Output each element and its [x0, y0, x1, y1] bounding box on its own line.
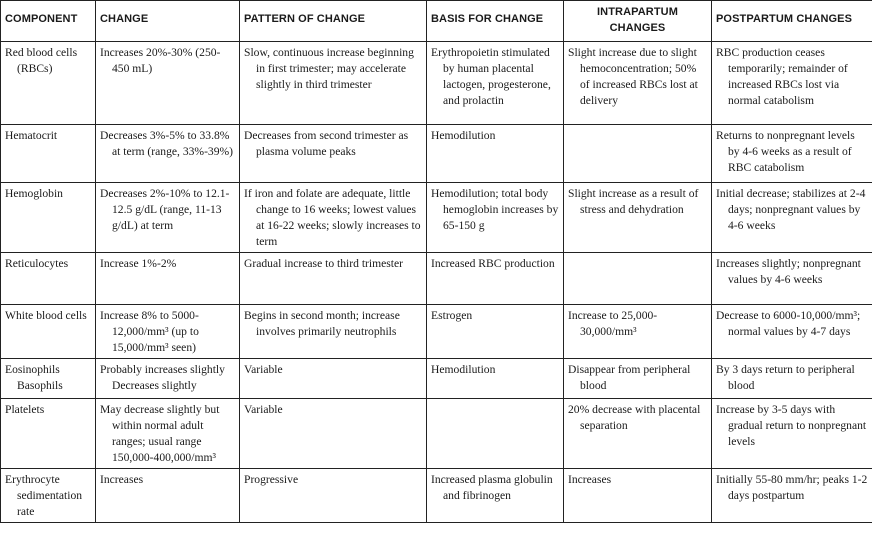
cell-text: Hemodilution: [431, 363, 496, 376]
cell-text: Increases 20%-30% (250-450 mL): [100, 46, 221, 75]
cell-text: Increase to 25,000-30,000/mm³: [568, 309, 658, 338]
cell-text: May decrease slightly but within normal adult ranges; usual range 150,000-400,000/mm³: [100, 403, 220, 464]
cell-basis: [427, 399, 564, 469]
cell-intrapartum: [564, 305, 712, 359]
cell-text: Begins in second month; increase involves primarily neutrophils: [244, 309, 400, 338]
cell-basis: [427, 469, 564, 523]
cell-basis: [427, 42, 564, 125]
cell-component: [1, 305, 96, 359]
cell-text: By 3 days return to peripheral blood: [716, 363, 855, 392]
cell-change: [96, 359, 240, 399]
cell-text: Disappear from peripheral blood: [568, 363, 691, 392]
table-row: [1, 469, 872, 523]
cell-text: Increase by 3-5 days with gradual return to nonpregnant levels: [716, 403, 867, 448]
cell-text: Erythrocyte sedimentation rate: [5, 473, 83, 518]
cell-intrapartum: [564, 469, 712, 523]
table-row: [1, 183, 872, 253]
cell-component: [1, 359, 96, 399]
cell-text: Hemoglobin: [5, 187, 63, 200]
header-intrapartum-changes: INTRAPARTUM CHANGES: [564, 1, 712, 42]
cell-text: Red blood cells (RBCs): [5, 46, 78, 75]
cell-postpartum: [712, 359, 872, 399]
cell-postpartum: [712, 183, 872, 253]
cell-pattern: [240, 42, 427, 125]
cell-text: Decreases from second trimester as plasma volume peaks: [244, 129, 409, 158]
cell-text: Slight increase due to slight hemoconcentration; 50% of increased RBCs lost at delivery: [568, 46, 698, 107]
cell-pattern: [240, 399, 427, 469]
cell-postpartum: [712, 253, 872, 305]
cell-text: If iron and folate are adequate, little change to 16 weeks; lowest values at 16-22 weeks; slowly increases to term: [244, 187, 421, 248]
cell-text: Increase 8% to 5000-12,000/mm³ (up to 15,000/mm³ seen): [100, 309, 199, 354]
cell-pattern: [240, 469, 427, 523]
cell-text: Progressive: [244, 473, 299, 486]
cell-text: Increases slightly; nonpregnant values by 4-6 weeks: [716, 257, 861, 286]
cell-component: [1, 125, 96, 183]
header-component: COMPONENT: [1, 1, 96, 42]
cell-postpartum: [712, 469, 872, 523]
cell-basis: [427, 359, 564, 399]
cell-text: Estrogen: [431, 309, 473, 322]
table-row: [1, 253, 872, 305]
cell-component: [1, 183, 96, 253]
cell-pattern: [240, 253, 427, 305]
cell-postpartum: [712, 125, 872, 183]
cell-change: [96, 399, 240, 469]
cell-intrapartum: [564, 359, 712, 399]
cell-intrapartum: [564, 183, 712, 253]
cell-change: [96, 183, 240, 253]
cell-text: Initially 55-80 mm/hr; peaks 1-2 days postpartum: [716, 473, 868, 502]
cell-pattern: [240, 359, 427, 399]
cell-component: [1, 469, 96, 523]
cell-pattern: [240, 125, 427, 183]
header-row: [1, 1, 872, 42]
cell-change: [96, 253, 240, 305]
header-postpartum-changes: POSTPARTUM CHANGES: [712, 1, 872, 42]
cell-postpartum: [712, 42, 872, 125]
header-basis-for-change: BASIS FOR CHANGE: [427, 1, 564, 42]
cell-text: Gradual increase to third trimester: [244, 257, 404, 270]
table-row: [1, 399, 872, 469]
cell-text: Decrease to 6000-10,000/mm³; normal values by 4-7 days: [716, 309, 861, 338]
header-pattern-of-change: PATTERN OF CHANGE: [240, 1, 427, 42]
cell-text: Slow, continuous increase beginning in first trimester; may accelerate slightly in third trimester: [244, 46, 414, 91]
cell-text: Increased RBC production: [431, 257, 555, 270]
table-header: [1, 1, 872, 42]
cell-basis: [427, 183, 564, 253]
cell-text: Hemodilution: [431, 129, 496, 142]
cell-text: Hematocrit: [5, 129, 58, 142]
cell-text: White blood cells: [5, 309, 87, 322]
cell-change: [96, 469, 240, 523]
cell-text: Eosinophils Basophils: [5, 363, 63, 392]
cell-change: [96, 125, 240, 183]
cell-change: [96, 305, 240, 359]
cell-component: [1, 253, 96, 305]
cell-text: Initial decrease; stabilizes at 2-4 days; nonpregnant values by 4-6 weeks: [716, 187, 866, 232]
cell-postpartum: [712, 399, 872, 469]
cell-component: [1, 399, 96, 469]
cell-text: Returns to nonpregnant levels by 4-6 weeks as a result of RBC catabolism: [716, 129, 855, 174]
cell-basis: [427, 305, 564, 359]
cell-text: Probably increases slightly Decreases slightly: [100, 363, 225, 392]
table-body: [1, 42, 872, 523]
cell-text: Reticulocytes: [5, 257, 69, 270]
cell-text: RBC production ceases temporarily; remainder of increased RBCs lost via normal catabolism: [716, 46, 848, 107]
cell-text: Decreases 3%-5% to 33.8% at term (range, 33%-39%): [100, 129, 234, 158]
cell-pattern: [240, 305, 427, 359]
cell-text: Variable: [244, 403, 283, 416]
cell-change: [96, 42, 240, 125]
cell-text: Slight increase as a result of stress and dehydration: [568, 187, 699, 216]
cell-text: Increases: [100, 473, 144, 486]
cell-text: Platelets: [5, 403, 45, 416]
table-row: [1, 42, 872, 125]
cell-postpartum: [712, 305, 872, 359]
cell-intrapartum: [564, 42, 712, 125]
cell-intrapartum: [564, 125, 712, 183]
cell-text: Variable: [244, 363, 283, 376]
header-change: CHANGE: [96, 1, 240, 42]
table-row: [1, 359, 872, 399]
cell-text: Increased plasma globulin and fibrinogen: [431, 473, 553, 502]
cell-text: Increase 1%-2%: [100, 257, 177, 270]
table-row: [1, 125, 872, 183]
cell-text: Increases: [568, 473, 612, 486]
table-row: [1, 305, 872, 359]
cell-pattern: [240, 183, 427, 253]
cell-basis: [427, 253, 564, 305]
cell-text: Erythropoietin stimulated by human placental lactogen, progesterone, and prolactin: [431, 46, 551, 107]
cell-text: 20% decrease with placental separation: [568, 403, 701, 432]
cell-text: Hemodilution; total body hemoglobin increases by 65-150 g: [431, 187, 559, 232]
cell-basis: [427, 125, 564, 183]
cell-intrapartum: [564, 253, 712, 305]
cell-component: [1, 42, 96, 125]
cell-intrapartum: [564, 399, 712, 469]
cell-text: Decreases 2%-10% to 12.1-12.5 g/dL (range, 11-13 g/dL) at term: [100, 187, 230, 232]
